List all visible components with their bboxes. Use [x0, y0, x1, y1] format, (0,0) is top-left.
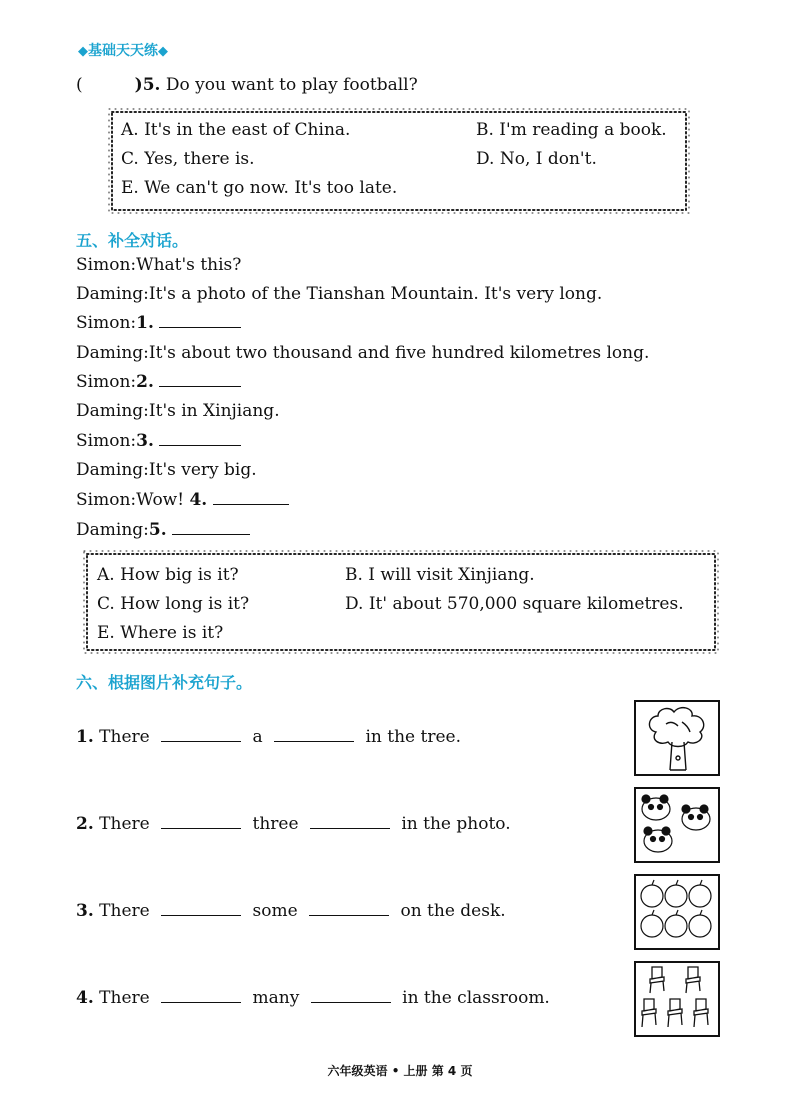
sentence-word: There: [99, 814, 150, 834]
sentence-word: on the desk.: [400, 901, 506, 921]
answer-blank[interactable]: [172, 533, 250, 535]
speaker: Simon:: [76, 255, 137, 275]
question-5: [76, 75, 418, 95]
dialogue-text: It's a photo of the Tianshan Mountain. It's very long.: [148, 284, 603, 304]
speaker: Daming:: [76, 460, 149, 480]
sentence-word: many: [252, 988, 300, 1008]
answer-blank[interactable]: [161, 914, 241, 916]
dialogue-text: It's in Xinjiang.: [148, 401, 280, 421]
sentence-item: [76, 988, 550, 1008]
apples-icon: [634, 874, 720, 950]
answer-blank[interactable]: [161, 1001, 241, 1003]
dialogue-line: [76, 460, 257, 480]
option-d: D. It' about 570,000 square kilometres.: [345, 594, 684, 614]
answer-blank[interactable]: [159, 326, 241, 328]
section-five-title: 五、补全对话。: [76, 231, 189, 250]
sentence-item: [76, 901, 506, 921]
speaker: Daming:: [76, 401, 149, 421]
answer-blank[interactable]: [161, 740, 241, 742]
sentence-word: three: [252, 814, 299, 834]
answer-bracket-open: (: [76, 75, 83, 95]
dialogue-text: Wow!: [136, 490, 185, 510]
blank-number: 1.: [136, 313, 154, 333]
section-six-title: 六、根据图片补充句子。: [76, 673, 253, 692]
sentence-word: There: [99, 727, 150, 747]
sentence-word: in the classroom.: [402, 988, 550, 1008]
dialogue-line: [76, 313, 241, 333]
speaker: Simon:: [76, 372, 137, 392]
diamond-icon: ◆: [78, 44, 88, 59]
header-title: 基础天天练: [88, 43, 158, 59]
blank-number: 2.: [136, 372, 154, 392]
tree-icon: [634, 700, 720, 776]
answer-bracket-close: ): [134, 75, 143, 95]
dialogue-line: [76, 490, 289, 510]
sentence-word: some: [252, 901, 298, 921]
dialogue-text: It's about two thousand and five hundred kilometres long.: [148, 343, 650, 363]
section-header: [78, 40, 168, 60]
blank-number: 5.: [148, 520, 167, 540]
sentence-word: in the photo.: [401, 814, 511, 834]
answer-blank[interactable]: [309, 914, 389, 916]
item-number: 4.: [76, 988, 94, 1008]
page-footer: 六年级英语 • 上册 第 4 页: [327, 1064, 473, 1078]
item-number: 1.: [76, 727, 94, 747]
option-a: A. How big is it?: [97, 565, 239, 585]
dialogue-line: [76, 284, 602, 304]
option-d: D. No, I don't.: [476, 149, 597, 169]
blank-number: 4.: [189, 490, 208, 510]
answer-blank[interactable]: [159, 444, 241, 446]
question-text: Do you want to play football?: [165, 75, 418, 95]
pandas-icon: [634, 787, 720, 863]
sentence-word: There: [99, 901, 150, 921]
speaker: Simon:: [76, 431, 137, 451]
option-b: B. I will visit Xinjiang.: [345, 565, 535, 585]
dialogue-line: [76, 372, 241, 392]
sentence-word: a: [252, 727, 263, 747]
sentence-word: in the tree.: [365, 727, 461, 747]
blank-number: 3.: [136, 431, 154, 451]
dialogue-text: What's this?: [136, 255, 242, 275]
speaker: Daming:: [76, 284, 149, 304]
answer-blank[interactable]: [310, 827, 390, 829]
diamond-icon: ◆: [158, 44, 168, 59]
option-e: E. We can't go now. It's too late.: [121, 178, 398, 198]
speaker: Daming:: [76, 343, 149, 363]
item-number: 2.: [76, 814, 94, 834]
dialogue-line: [76, 343, 649, 363]
option-c: C. How long is it?: [97, 594, 250, 614]
dialogue-line: [76, 401, 280, 421]
option-a: A. It's in the east of China.: [121, 120, 351, 140]
option-e: E. Where is it?: [97, 623, 224, 643]
sentence-word: There: [99, 988, 150, 1008]
option-b: B. I'm reading a book.: [476, 120, 667, 140]
answer-blank[interactable]: [161, 827, 241, 829]
question-number: 5.: [142, 75, 161, 95]
sentence-item: [76, 727, 461, 747]
dialogue-line: [76, 431, 241, 451]
speaker: Simon:: [76, 490, 137, 510]
dialogue-line: [76, 520, 250, 540]
dialogue-line: [76, 255, 241, 275]
answer-blank[interactable]: [213, 503, 289, 505]
chairs-icon: [634, 961, 720, 1037]
item-number: 3.: [76, 901, 94, 921]
dialogue-text: It's very big.: [148, 460, 257, 480]
speaker: Daming:: [76, 520, 149, 540]
option-c: C. Yes, there is.: [121, 149, 255, 169]
answer-blank[interactable]: [159, 385, 241, 387]
speaker: Simon:: [76, 313, 137, 333]
sentence-item: [76, 814, 511, 834]
answer-blank[interactable]: [274, 740, 354, 742]
answer-blank[interactable]: [311, 1001, 391, 1003]
